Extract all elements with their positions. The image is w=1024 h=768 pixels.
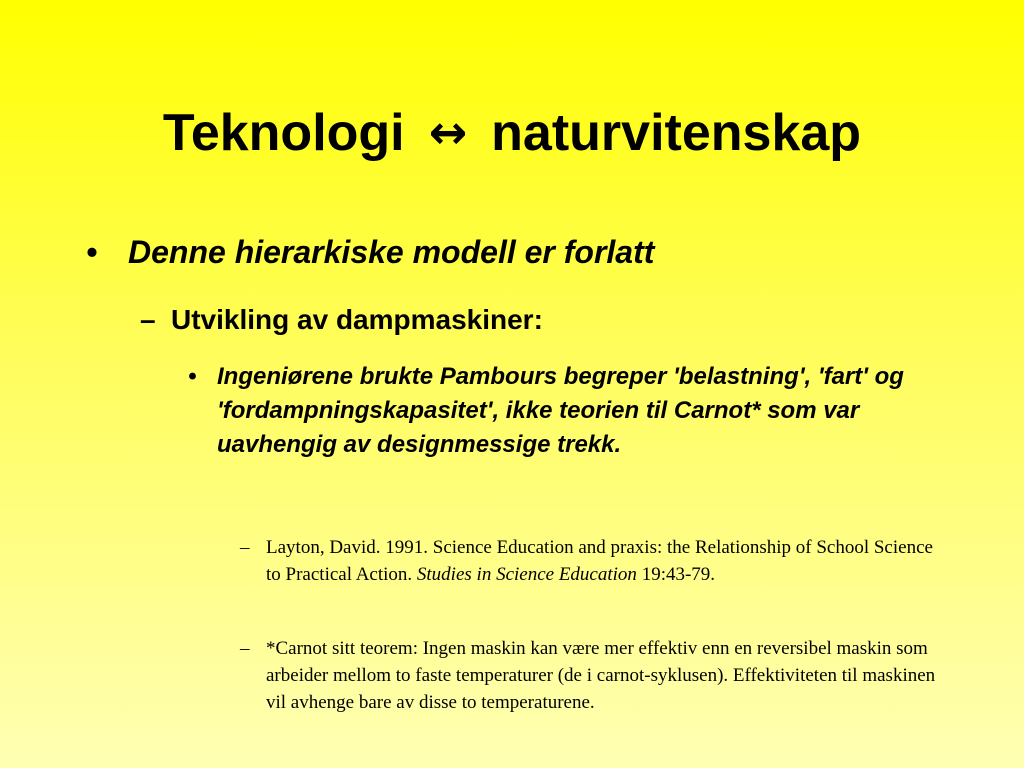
bullet-level-3 [188, 360, 948, 462]
reference-pages: 19:43-79. [636, 564, 716, 585]
footnote-text: *Carnot sitt teorem: Ingen maskin kan være mer effektiv enn en reversibel maskin som arbeider mellom to faste temperaturer (de i carnot-syklusen). Effektiviteten til maskinen vil avhenge bare av disse to temperaturene. [266, 638, 936, 713]
journal-title: Studies in Science Education [416, 564, 637, 585]
dash-marker: – [240, 537, 250, 558]
bullet-marker: • [188, 363, 197, 390]
reference-layton [240, 534, 940, 588]
left-right-arrow-icon: ↔ [428, 105, 468, 159]
bullet-text: Utvikling av dampmaskiner: [171, 304, 543, 335]
title-right: naturvitenskap [491, 104, 862, 162]
bullet-level-1 [86, 230, 654, 274]
dash-marker: – [240, 638, 250, 659]
title-left: Teknologi [162, 104, 405, 162]
bullet-marker: • [86, 234, 98, 270]
bullet-text: Denne hierarkiske modell er forlatt [128, 234, 655, 270]
bullet-text: Ingeniørene brukte Pambours begreper 'belastning', 'fart' og 'fordampningskapasitet', ikke teorien til Carnot* som var uavhengig av designmessige trekk. [217, 363, 904, 458]
slide-title [0, 100, 1024, 165]
footnote-carnot [240, 635, 940, 716]
dash-marker: – [140, 304, 156, 335]
bullet-level-2 [140, 300, 543, 340]
reference-text [266, 534, 940, 588]
reference-citation: Layton, David. 1991. Science Education and praxis: the Relationship of School Science to Practical Action. [266, 537, 933, 585]
